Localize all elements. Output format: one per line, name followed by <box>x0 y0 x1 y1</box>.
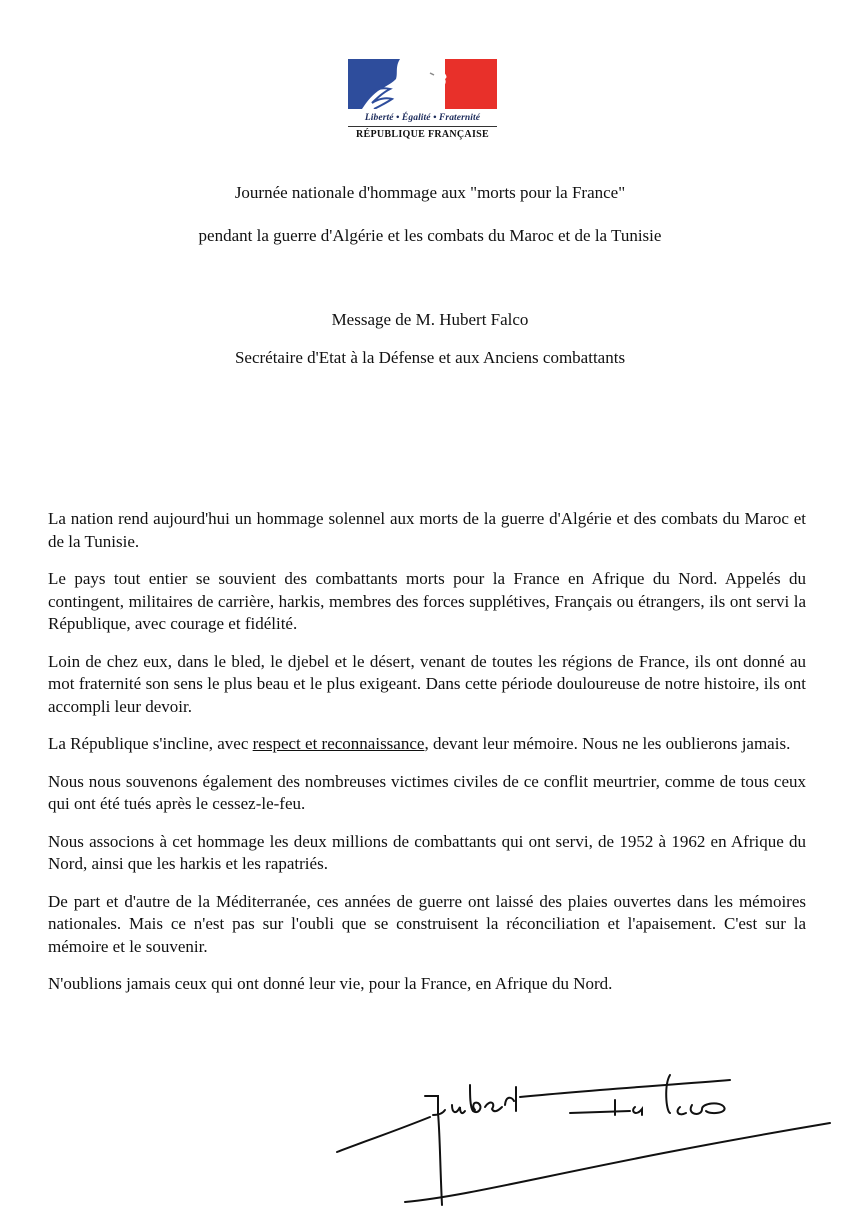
paragraph: La nation rend aujourd'hui un hommage solennel aux morts de la guerre d'Algérie et des combats du Maroc et de la Tunisie. <box>48 509 806 551</box>
francaise-word: FRANÇAISE <box>427 129 489 140</box>
motto: Liberté • Égalité • Fraternité <box>364 113 481 123</box>
republique-francaise-logo <box>345 55 500 155</box>
author-role: Secrétaire d'Etat à la Défense et aux Anciens combattants <box>234 348 626 367</box>
paragraph: De part et d'autre de la Méditerranée, ces années de guerre ont laissé des plaies ouvertes dans les mémoires nationales. Mais ce n'est pas sur l'oubli que se construisent la réconciliation et l'apaisement. C'est sur la mémoire et le souvenir. <box>48 891 806 956</box>
document-title: Journée nationale d'hommage aux "morts pour la France" <box>234 183 626 202</box>
divider <box>348 126 497 127</box>
paragraph: Loin de chez eux, dans le bled, le djebel et le désert, venant de toutes les régions de France, ils ont donné au mot fraternité son sens le plus beau et le plus exigeant. Dans cette période douloureuse de notre histoire, ils ont accompli leur devoir. <box>48 651 806 716</box>
paragraph: N'oublions jamais ceux qui ont donné leur vie, pour la France, en Afrique du Nord. <box>48 974 613 993</box>
document-subtitle: pendant la guerre d'Algérie et les combats du Maroc et de la Tunisie <box>198 226 662 245</box>
paragraph: La République s'incline, avec respect et reconnaissance, devant leur mémoire. Nous ne les oublierons jamais. <box>48 734 791 753</box>
marianne-flag-icon <box>348 59 497 109</box>
message-body <box>48 508 806 1011</box>
underlined-phrase: respect et reconnaissance <box>252 734 425 753</box>
republic-name <box>345 129 500 140</box>
paragraph: Nous associons à cet hommage les deux millions de combattants qui ont servi, de 1952 à 1962 en Afrique du Nord, ainsi que les harkis et les rapatriés. <box>48 831 806 873</box>
signature <box>330 1055 840 1215</box>
paragraph: Nous nous souvenons également des nombreuses victimes civiles de ce conflit meurtrier, comme de tous ceux qui ont été tués après le cessez-le-feu. <box>48 771 806 813</box>
paragraph: Le pays tout entier se souvient des combattants morts pour la France en Afrique du Nord. Appelés du contingent, militaires de carrière, harkis, membres des forces supplétives, Français ou étrangers, ils ont servi la République, avec courage et fidélité. <box>48 569 806 633</box>
republic-word: RÉPUBLIQUE <box>356 129 426 140</box>
message-author: Message de M. Hubert Falco <box>331 310 529 329</box>
